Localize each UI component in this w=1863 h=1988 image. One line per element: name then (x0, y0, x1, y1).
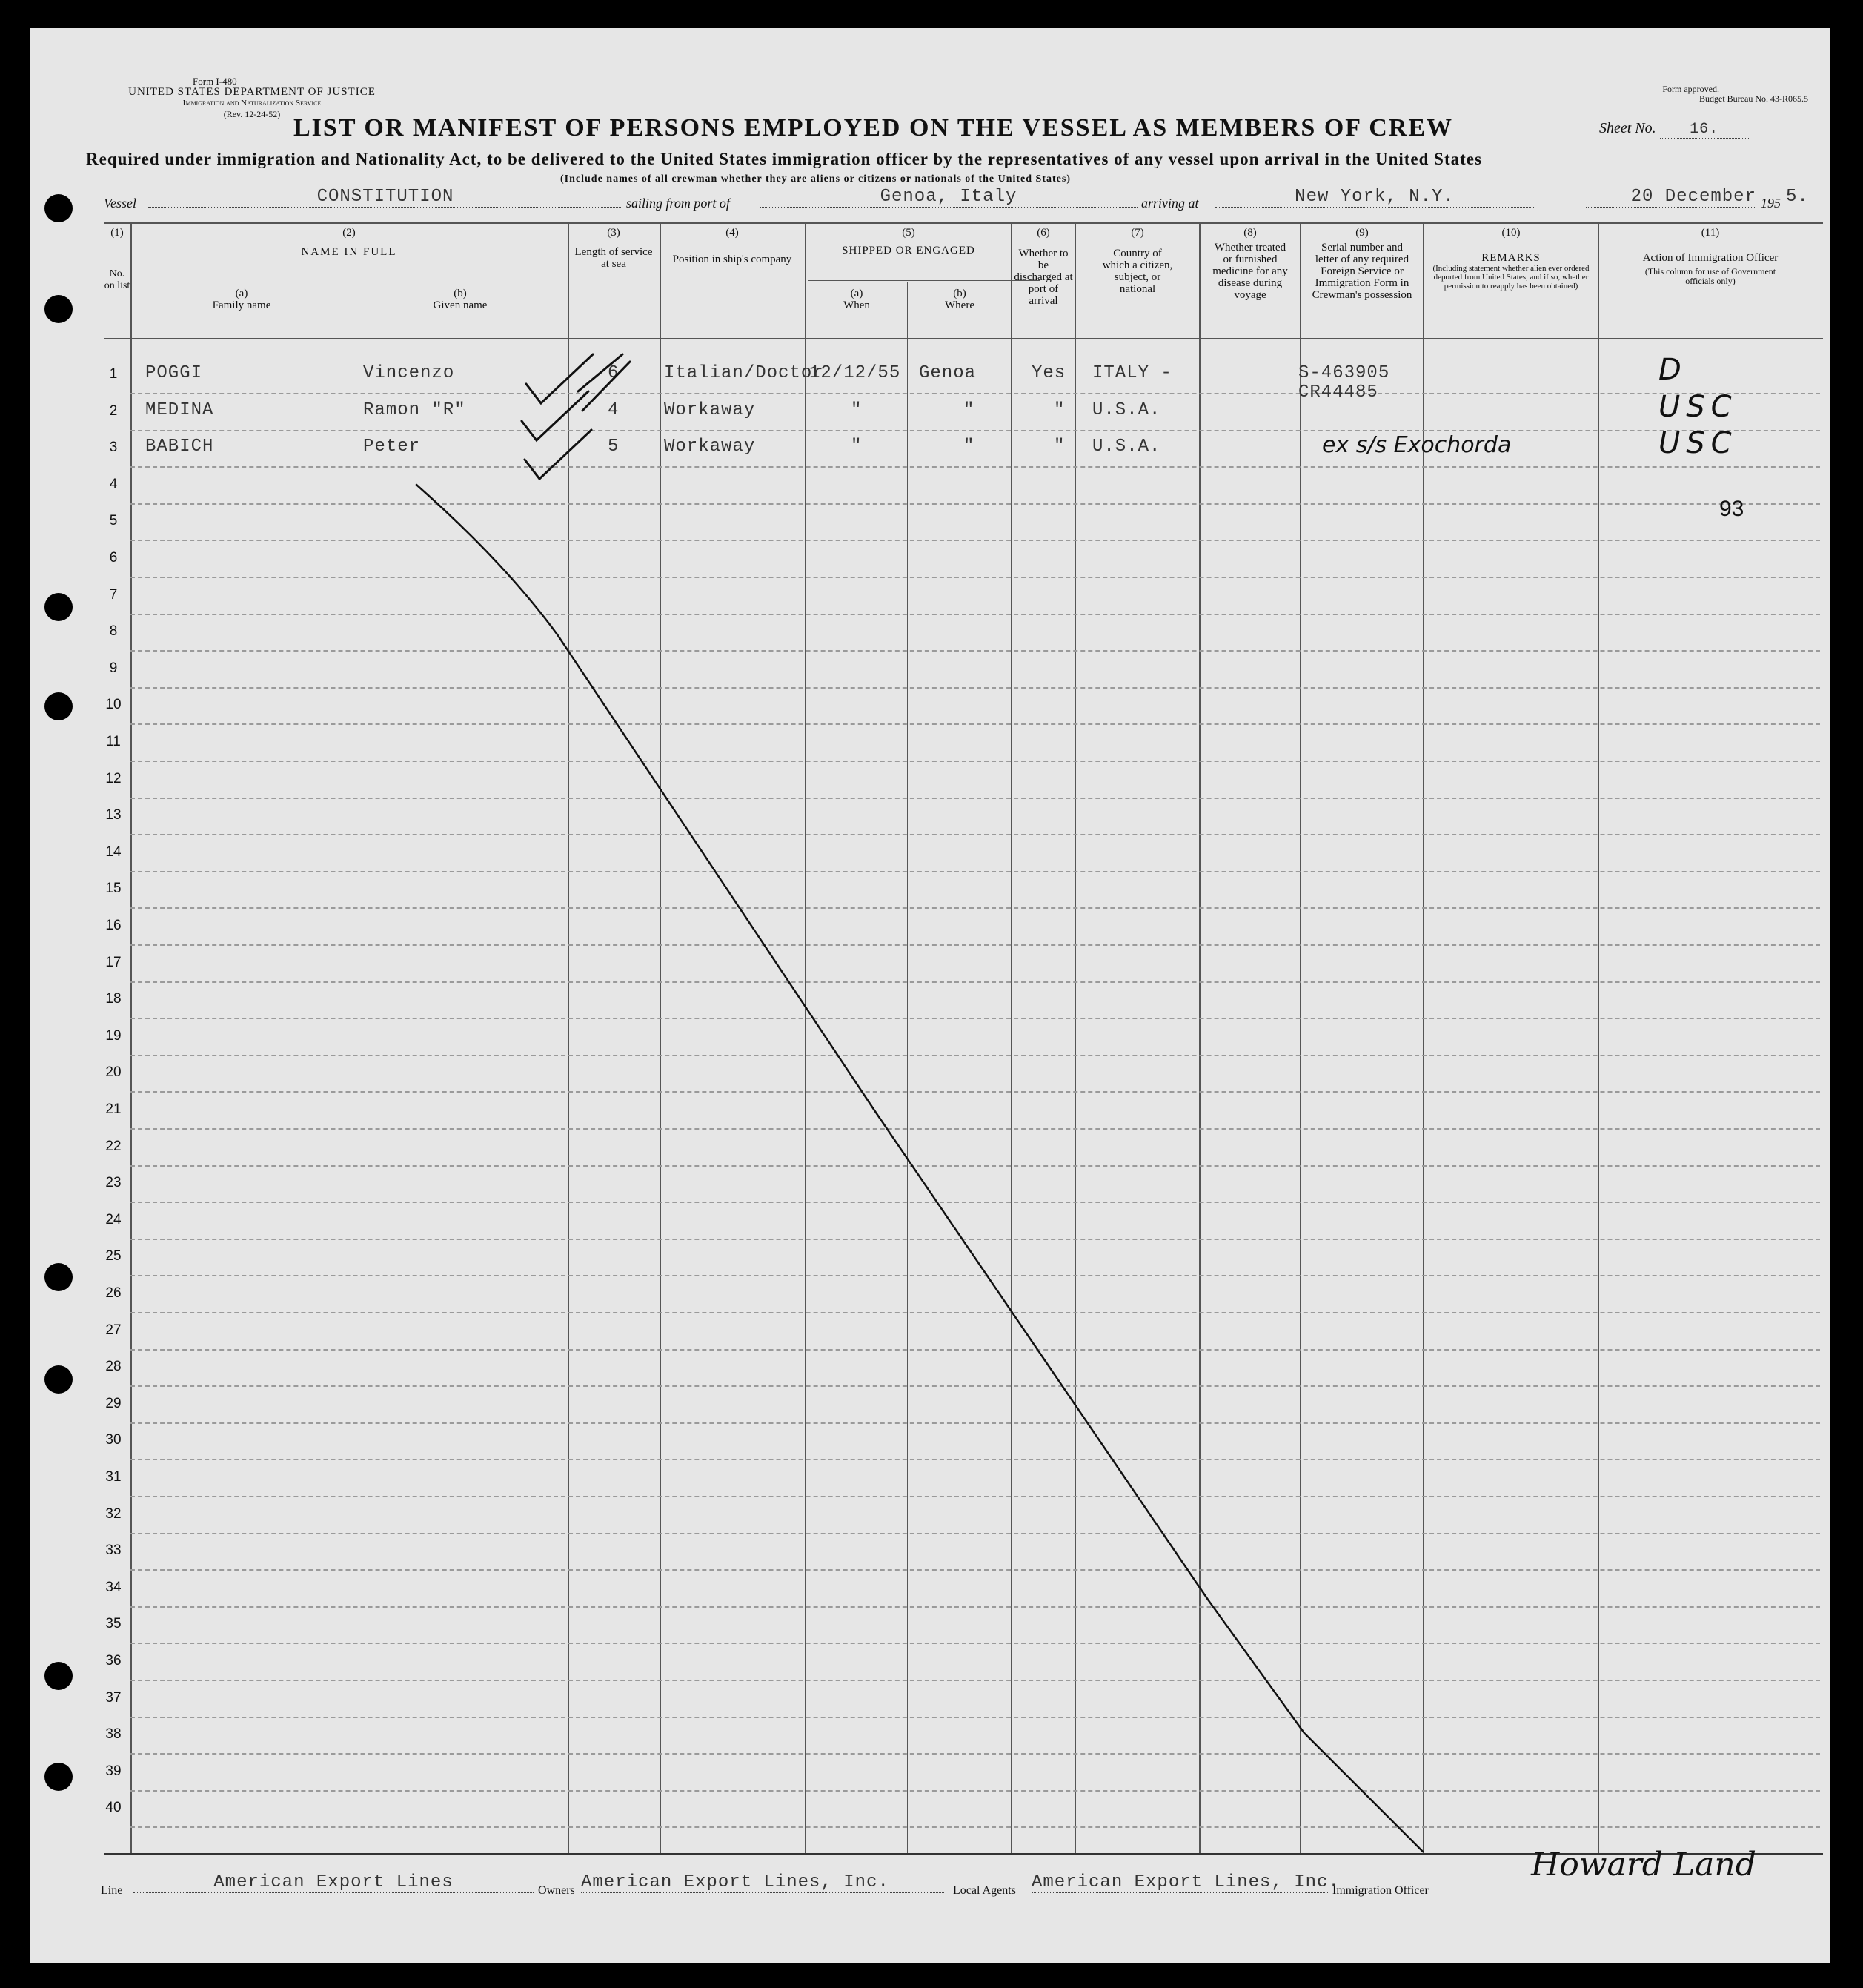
check-mark (522, 391, 588, 440)
shipped-where-cell: " (963, 437, 975, 457)
row-number: 14 (105, 844, 122, 860)
sheet-label: Sheet No. (1599, 120, 1656, 136)
approval-line1: Form approved. (1662, 84, 1719, 94)
col10-subtext: (Including statement whether alien ever ordered deported from United States, and if so, whether permission to reapply has been obtained) (1432, 264, 1590, 291)
family-name-cell: MEDINA (145, 400, 214, 420)
row-number: 9 (109, 660, 118, 676)
shipped-where-cell: Genoa (919, 363, 977, 383)
country-cell: U.S.A. (1092, 400, 1161, 420)
arrival-port: New York, N.Y. (1215, 187, 1534, 208)
col7-number: (7) (1131, 227, 1144, 239)
col2b-label: Given name (433, 299, 488, 311)
row-number: 36 (105, 1653, 122, 1669)
officer-signature: Howard Land (1531, 1846, 1756, 1883)
service: Immigration and Naturalization Service (182, 99, 322, 107)
country-cell: U.S.A. (1092, 437, 1161, 457)
row-number: 11 (106, 734, 121, 749)
owners-value: American Export Lines, Inc. (581, 1872, 944, 1893)
footer (101, 1846, 1820, 1912)
family-name-cell: POGGI (145, 363, 203, 383)
discharged-cell: " (1054, 437, 1066, 457)
officer-action-cell: USC (1658, 426, 1738, 461)
row-number: 3 (109, 440, 118, 456)
col3-number: (3) (607, 227, 620, 239)
revision: (Rev. 12-24-52) (223, 109, 281, 119)
agents-label: Local Agents (953, 1884, 1016, 1897)
col2-number: (2) (342, 227, 356, 239)
row-number: 31 (105, 1469, 122, 1485)
col2a-number: (a) (235, 288, 248, 299)
row-number: 32 (105, 1505, 122, 1522)
row-number: 33 (105, 1543, 122, 1559)
col5-number: (5) (902, 227, 915, 239)
row-number: 23 (105, 1175, 122, 1191)
row-number: 2 (109, 402, 118, 419)
sailing-port: Genoa, Italy (760, 187, 1138, 208)
service-length-cell: 5 (608, 437, 620, 457)
row-number: 4 (109, 476, 118, 492)
owners-label: Owners (538, 1884, 575, 1897)
binder-hole (44, 1763, 73, 1791)
col4-label: Position in ship's company (672, 254, 792, 265)
officer-label: Immigration Officer (1332, 1884, 1429, 1897)
serial-cell-line2: CR44485 (1298, 382, 1378, 402)
row-number: 1 (109, 366, 118, 382)
col9-number: (9) (1355, 227, 1369, 239)
row-number: 30 (105, 1432, 122, 1448)
col4-number: (4) (725, 227, 739, 239)
department: UNITED STATES DEPARTMENT OF JUSTICE (128, 86, 376, 98)
col6-label: Whether to be discharged at port of arrival (1014, 248, 1073, 307)
discharged-cell: Yes (1032, 363, 1066, 383)
officer-action-cell: D (1658, 353, 1687, 387)
row-number: 16 (105, 918, 122, 933)
col8-number: (8) (1243, 227, 1257, 239)
col5-label: SHIPPED OR ENGAGED (842, 245, 975, 256)
approval-line2: Budget Bureau No. 43-R065.5 (1699, 93, 1808, 104)
row-number: 39 (105, 1763, 122, 1779)
col11-number: (11) (1701, 227, 1720, 239)
row-number: 19 (105, 1027, 122, 1044)
row-number: 20 (105, 1064, 122, 1081)
col2-label: NAME IN FULL (301, 246, 397, 258)
row-number: 37 (105, 1689, 122, 1706)
agents-value: American Export Lines, Inc. (1032, 1872, 1340, 1892)
row-number: 26 (105, 1285, 122, 1301)
binder-hole (44, 194, 73, 222)
col3-label: Length of service at sea (574, 246, 653, 270)
row-number: 6 (109, 550, 118, 566)
row-number: 18 (105, 991, 122, 1007)
form-number: Form I-480 (193, 76, 237, 87)
row-number: 5 (109, 513, 118, 529)
manifest-sheet (30, 28, 1830, 1963)
row-number: 8 (109, 623, 118, 640)
row-number: 15 (105, 881, 122, 897)
col10-number: (10) (1501, 227, 1521, 239)
sailing-label: sailing from port of (626, 196, 730, 211)
row-number: 25 (105, 1248, 122, 1265)
row-number: 24 (105, 1211, 122, 1227)
remarks-cell: ex s/s Exochorda (1322, 432, 1512, 459)
given-name-cell: Vincenzo (363, 363, 455, 383)
family-name-cell: BABICH (145, 437, 214, 457)
vessel-name: CONSTITUTION (148, 187, 622, 208)
page-title: LIST OR MANIFEST OF PERSONS EMPLOYED ON THE VESSEL AS MEMBERS OF CREW (293, 114, 1454, 142)
country-cell: ITALY - (1092, 363, 1172, 383)
row-number: 29 (105, 1395, 122, 1411)
binder-hole (44, 1263, 73, 1291)
strike-through-line (416, 485, 1423, 1852)
col7-label: Country of which a citizen, subject, or national (1102, 248, 1173, 295)
line-label: Line (101, 1884, 123, 1897)
slash-mark (578, 354, 622, 391)
col11-subtext: (This column for use of Government officials only) (1644, 266, 1776, 286)
col2b-number: (b) (454, 288, 467, 299)
row-number: 22 (105, 1138, 122, 1154)
row-number: 21 (105, 1101, 122, 1117)
row-number: 35 (105, 1616, 122, 1632)
discharged-cell: " (1054, 400, 1066, 420)
arriving-label: arriving at (1141, 196, 1199, 211)
row-number: 28 (105, 1359, 122, 1375)
service-length-cell: 6 (608, 363, 620, 383)
row-number: 13 (105, 807, 122, 824)
year-prefix: 195 (1761, 196, 1781, 211)
col5a-number: (a) (850, 288, 863, 299)
binder-hole (44, 1662, 73, 1690)
given-name-cell: Ramon "R" (363, 400, 466, 420)
binder-hole (44, 1365, 73, 1394)
binder-hole (44, 295, 73, 323)
shipped-where-cell: " (963, 400, 975, 420)
col5b-label: Where (945, 299, 974, 311)
col10-label: REMARKS (1481, 252, 1541, 264)
sheet-number: 16. (1660, 121, 1749, 139)
line-value: American Export Lines (133, 1872, 534, 1893)
row-number: 40 (105, 1800, 122, 1816)
binder-hole (44, 692, 73, 720)
col5b-number: (b) (953, 288, 966, 299)
col2a-label: Family name (212, 299, 271, 311)
row-number: 12 (105, 770, 122, 786)
position-cell: Workaway (664, 400, 756, 420)
arrival-date: 20 December (1586, 187, 1756, 208)
vessel-label: Vessel (104, 196, 136, 211)
row-number: 10 (105, 697, 122, 713)
row-number: 34 (105, 1579, 122, 1595)
position-cell: Workaway (664, 437, 756, 457)
year-suffix: 5. (1786, 187, 1809, 207)
pen-marks (30, 28, 1830, 1963)
col1-number: (1) (110, 227, 124, 239)
col8-label: Whether treated or furnished medicine for any disease during voyage (1212, 242, 1288, 301)
col11-label: Action of Immigration Officer (1642, 252, 1779, 264)
col5a-label: When (843, 299, 870, 311)
shipped-when-cell: " (851, 400, 863, 420)
subtitle: Required under immigration and Nationality Act, to be delivered to the United States immigration officer by the representatives of any vessel upon arrival in the United States (86, 150, 1482, 168)
row-number: 7 (109, 586, 118, 603)
service-length-cell: 4 (608, 400, 620, 420)
serial-cell: S-463905 (1298, 363, 1390, 383)
col6-number: (6) (1037, 227, 1050, 239)
tally-number: 93 (1719, 497, 1744, 521)
row-number: 17 (105, 954, 122, 970)
col1-label: No. on list (104, 268, 130, 291)
shipped-when-cell: 12/12/55 (809, 363, 901, 383)
instruction-note: (Include names of all crewman whether they are aliens or citizens or nationals of the United States) (560, 173, 1071, 185)
col9-label: Serial number and letter of any required Foreign Service or Immigration Form in Crewman's possession (1312, 242, 1412, 301)
row-number: 38 (105, 1726, 122, 1743)
row-number: 27 (105, 1322, 122, 1338)
officer-action-cell: USC (1658, 389, 1738, 424)
position-cell: Italian/Doctor (664, 363, 824, 383)
given-name-cell: Peter (363, 437, 421, 457)
binder-hole (44, 593, 73, 621)
shipped-when-cell: " (851, 437, 863, 457)
